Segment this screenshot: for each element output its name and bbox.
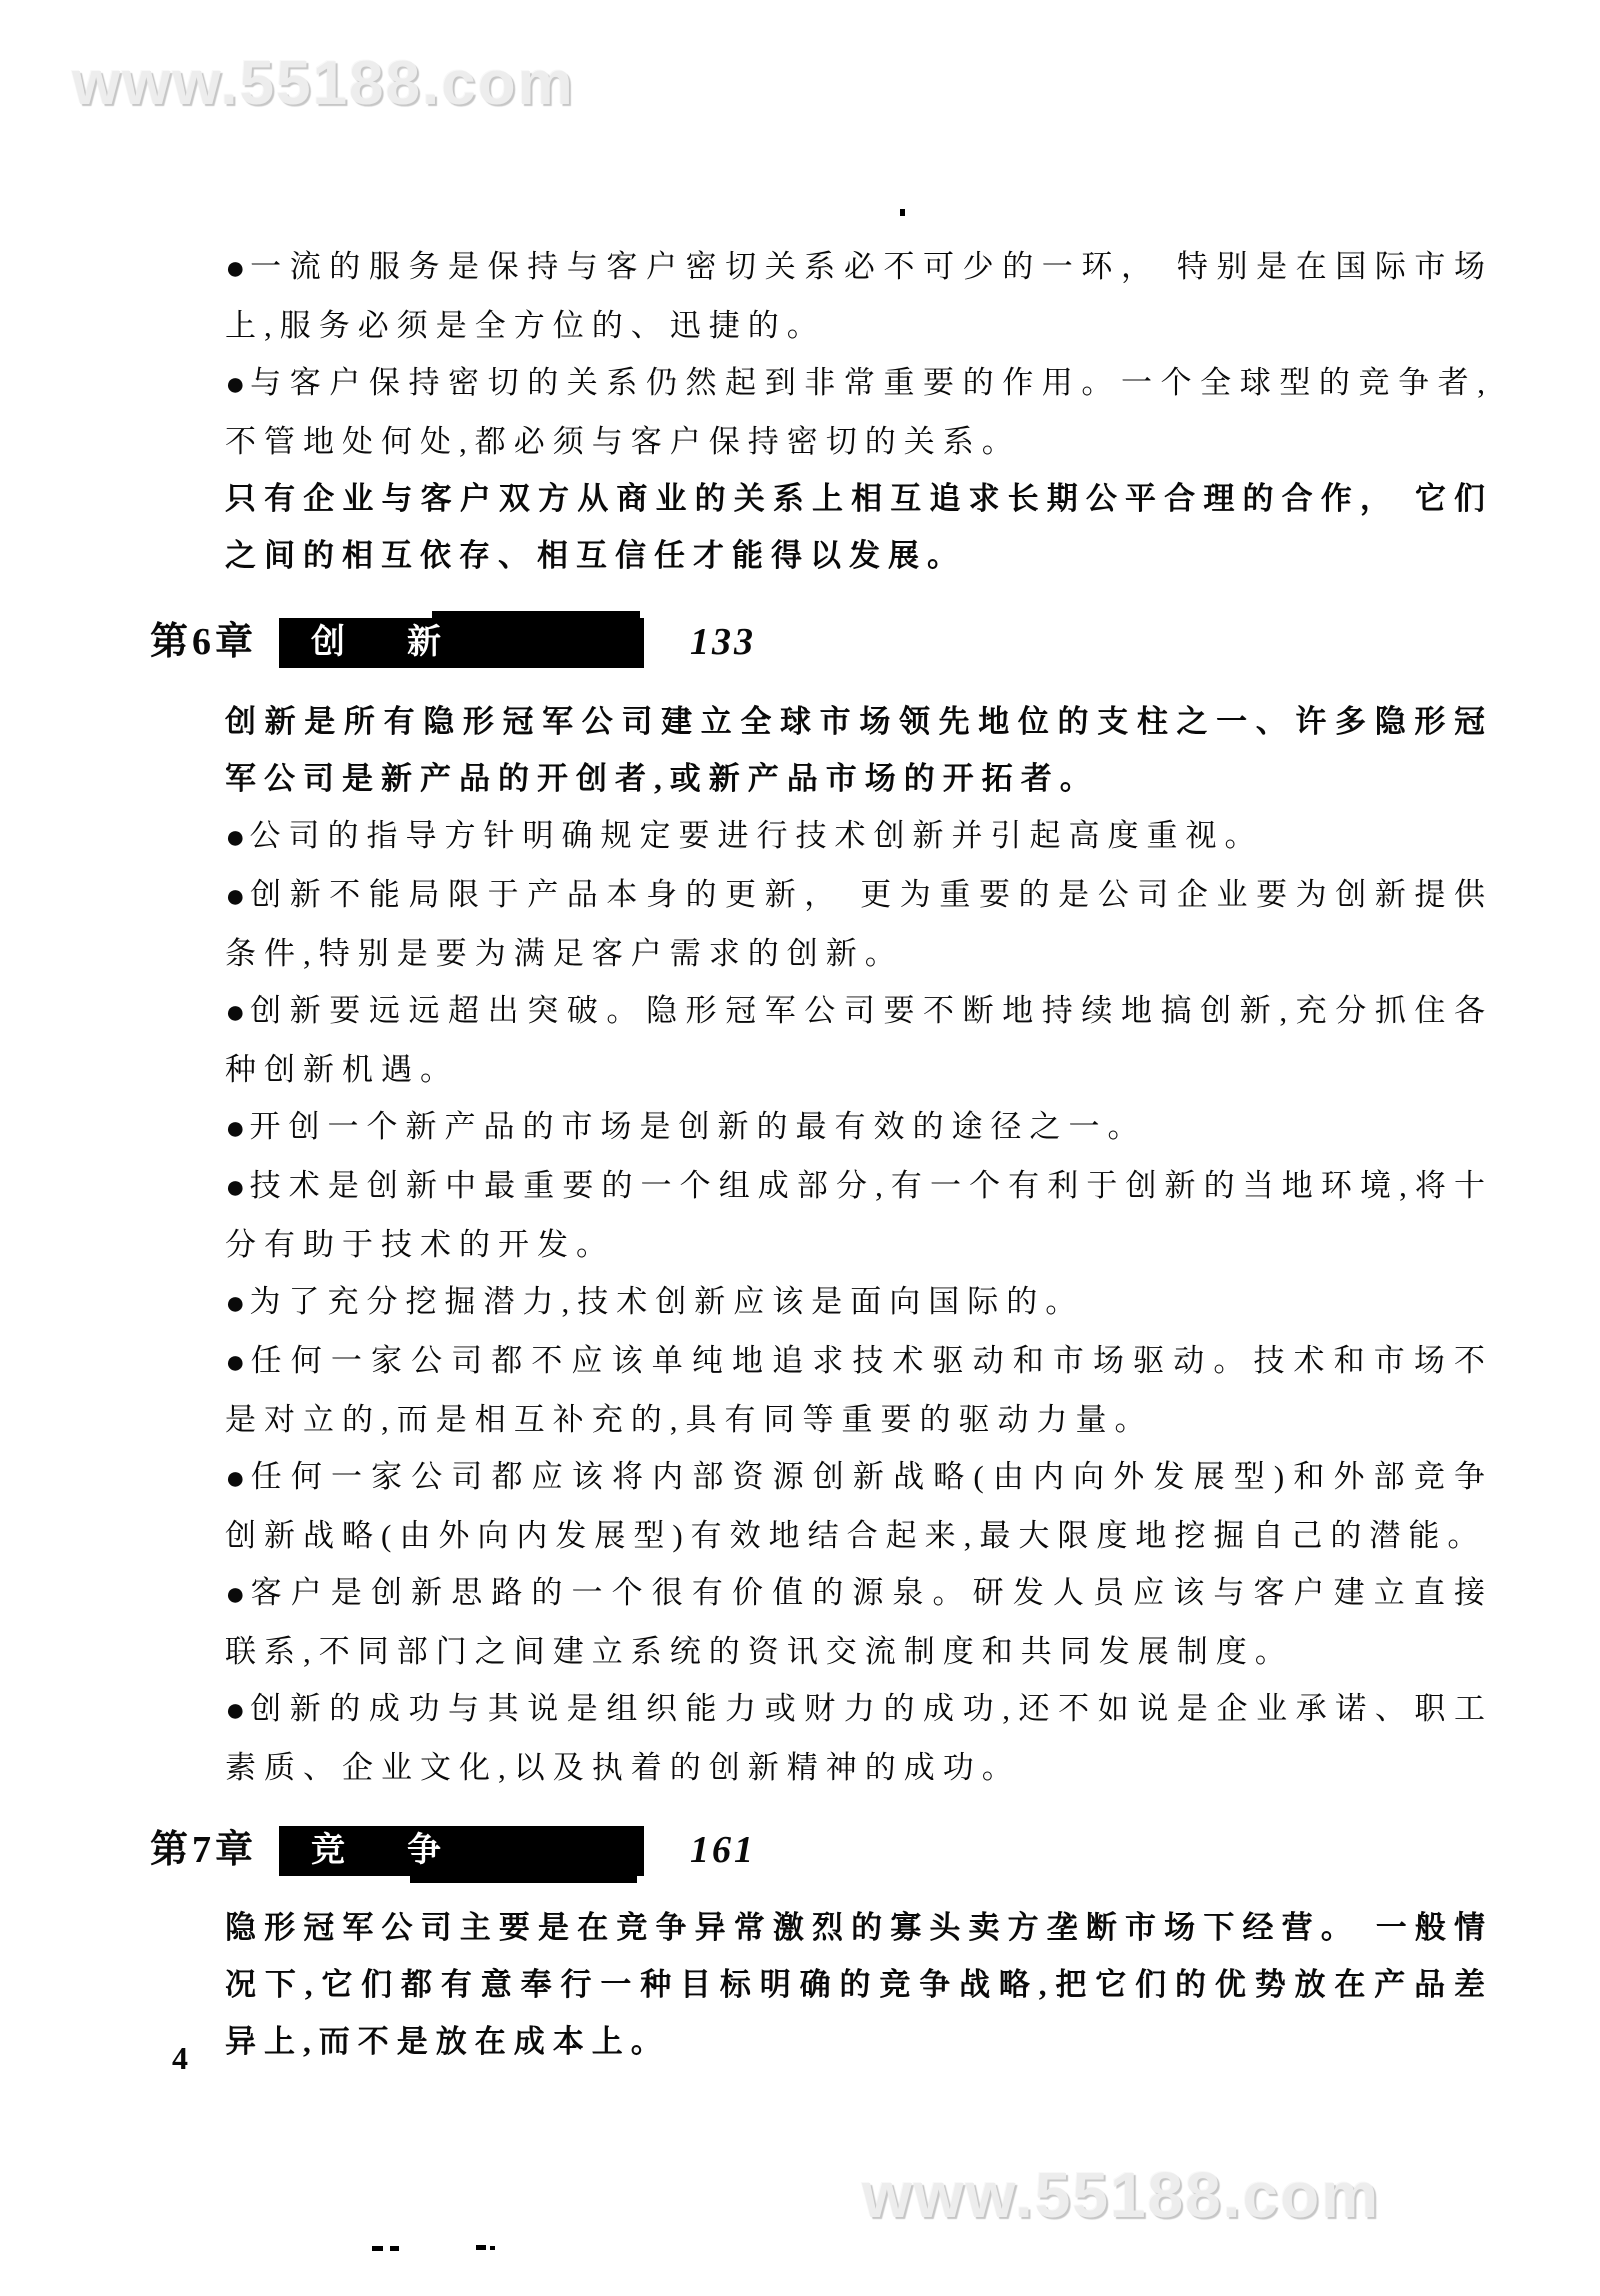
scan-speck <box>372 2246 383 2251</box>
chapter-6-heading <box>150 614 1493 671</box>
bullet-text: 创新的成功与其说是组织能力或财力的成功,还不如说是企业承诺、职工素质、企业文化,以及执着的创新精神的成功。 <box>225 1691 1493 1785</box>
chapter-6-page-number: 133 <box>690 621 757 663</box>
chapter-6-intro: 创新是所有隐形冠军公司建立全球市场领先地位的支柱之一、许多隐形冠军公司是新产品的开创者,或新产品市场的开拓者。 <box>225 704 1493 796</box>
toc-bullet <box>225 807 1493 866</box>
chapter-7-page-number: 161 <box>690 1829 757 1871</box>
scan-speck <box>490 2246 495 2250</box>
watermark-top: www.55188.com <box>72 49 575 118</box>
watermark-bottom: www.55188.com <box>862 2159 1381 2231</box>
chapter-7-label: 第7章 <box>150 1829 258 1871</box>
toc-bullet <box>225 1273 1493 1332</box>
bullet-icon: ● <box>225 1285 246 1322</box>
bullet-text: 与客户保持密切的关系仍然起到非常重要的作用。一个全球型的竞争者,不管地处何处,都必须与客户保持密切的关系。 <box>225 365 1493 459</box>
toc-bullet <box>225 1332 1493 1448</box>
bullet-text: 技术是创新中最重要的一个组成部分,有一个有利于创新的当地环境,将十分有助于技术的开发。 <box>225 1168 1494 1262</box>
toc-bullet <box>225 354 1493 470</box>
bullet-icon: ● <box>225 1344 247 1381</box>
bullet-text: 任何一家公司都不应该单纯地追求技术驱动和市场驱动。技术和市场不是对立的,而是相互补充的,具有同等重要的驱动力量。 <box>225 1343 1493 1437</box>
bullet-icon: ● <box>225 1110 246 1147</box>
bullet-icon: ● <box>225 1692 247 1729</box>
toc-bullet <box>225 1157 1493 1273</box>
toc-bullet <box>225 982 1493 1098</box>
bullet-icon: ● <box>225 1460 247 1497</box>
toc-text-column <box>150 238 1494 2070</box>
chapter-7-intro: 隐形冠军公司主要是在竞争异常激烈的寡头卖方垄断市场下经营。 一般情况下,它们都有意奉行一种目标明确的竞争战略,把它们的优势放在产品差异上,而不是放在成本上。 <box>225 1910 1493 2059</box>
section-summary: 只有企业与客户双方从商业的关系上相互追求长期公平合理的合作， 它们之间的相互依存、相互信任才能得以发展。 <box>225 481 1493 573</box>
bullet-icon: ● <box>225 994 247 1031</box>
toc-bullet <box>225 1098 1493 1157</box>
bullet-icon: ● <box>225 878 247 915</box>
chapter-6-title-bar <box>279 618 644 668</box>
scan-speck <box>900 209 905 216</box>
toc-bullet <box>225 1448 1493 1564</box>
scan-speck <box>390 2246 399 2251</box>
bullet-text: 公司的指导方针明确规定要进行技术创新并引起高度重视。 <box>249 818 1264 853</box>
toc-bullet <box>225 1564 1493 1680</box>
bullet-text: 客户是创新思路的一个很有价值的源泉。研发人员应该与客户建立直接联系,不同部门之间建立系统的资讯交流制度和共同发展制度。 <box>225 1575 1493 1669</box>
chapter-7-title: 竞 争 <box>311 1832 456 1869</box>
chapter-6-label: 第6章 <box>150 621 258 663</box>
bullet-text: 一流的服务是保持与客户密切关系必不可少的一环， 特别是在国际市场上,服务必须是全方位的、迅捷的。 <box>225 249 1493 343</box>
bullet-icon: ● <box>225 366 247 403</box>
toc-bullet <box>225 866 1493 982</box>
bullet-icon: ● <box>225 250 247 287</box>
bullet-icon: ● <box>225 819 246 856</box>
scan-speck <box>476 2245 486 2250</box>
folio-page-number: 4 <box>172 2040 188 2076</box>
toc-bullet <box>225 238 1493 354</box>
bullet-text: 创新不能局限于产品本身的更新， 更为重要的是公司企业要为创新提供条件,特别是要为满足客户需求的创新。 <box>225 877 1493 971</box>
bullet-icon: ● <box>225 1576 247 1613</box>
bullet-text: 为了充分挖掘潜力,技术创新应该是面向国际的。 <box>249 1284 1085 1319</box>
bullet-icon: ● <box>225 1169 246 1206</box>
chapter-7-title-bar <box>279 1826 644 1876</box>
chapter-6-title: 创 新 <box>311 624 456 661</box>
bullet-text: 开创一个新产品的市场是创新的最有效的途径之一。 <box>249 1109 1147 1144</box>
bullet-text: 任何一家公司都应该将内部资源创新战略(由内向外发展型)和外部竞争创新战略(由外向内发展型)有效地结合起来,最大限度地挖掘自己的潜能。 <box>225 1459 1493 1553</box>
chapter-7-heading <box>150 1822 1493 1879</box>
bullet-text: 创新要远远超出突破。隐形冠军公司要不断地持续地搞创新,充分抓住各种创新机遇。 <box>225 993 1493 1087</box>
toc-bullet <box>225 1680 1493 1796</box>
